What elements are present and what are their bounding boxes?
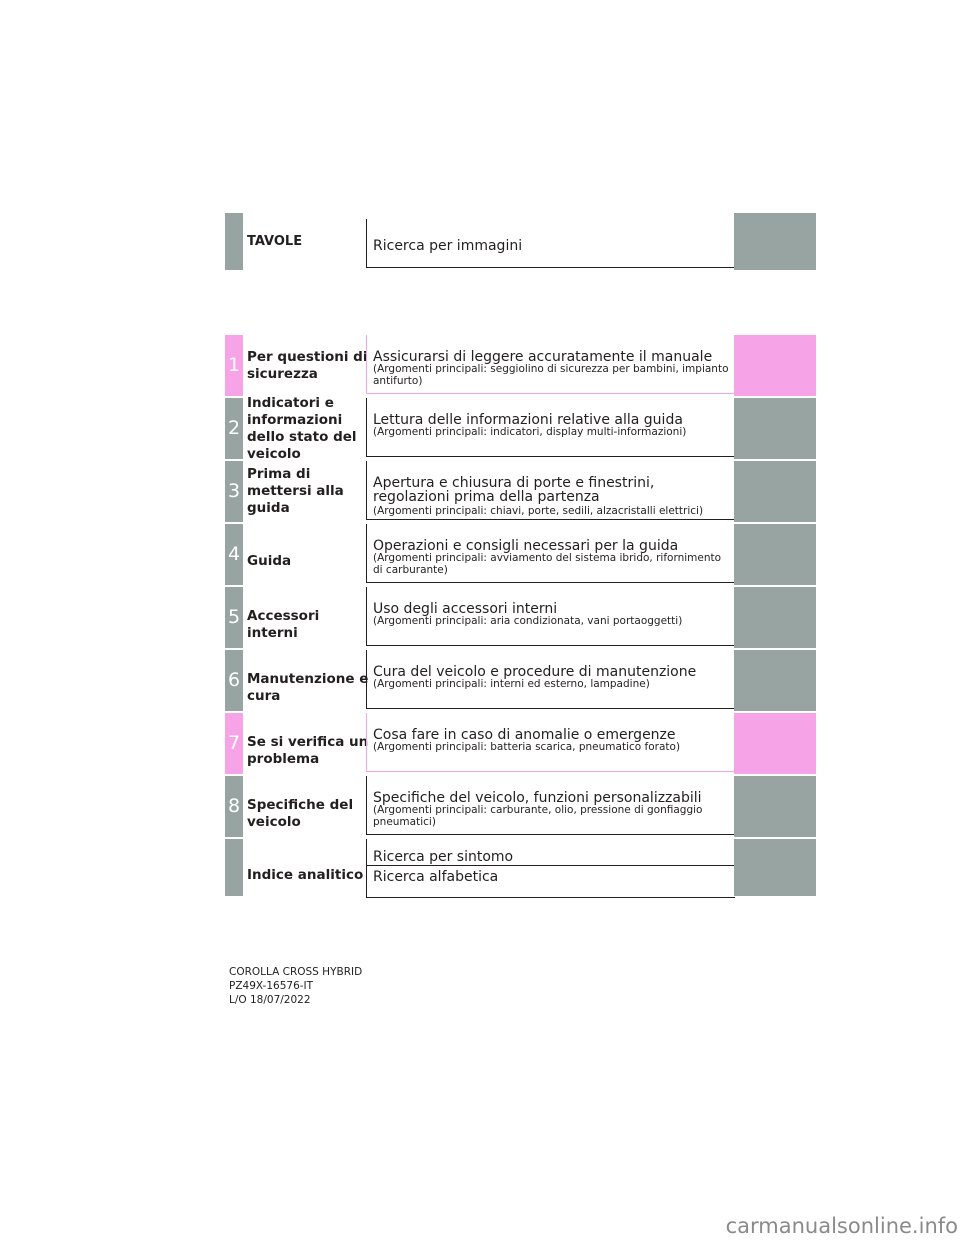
chapter-side-tab-8 [734,776,816,837]
chapter-main-3: Apertura e chiusura di porte e finestrini, regolazioni prima della partenza [373,475,655,505]
chapter-sub-5: (Argomenti principali: aria condizionata, vani portaoggetti) [373,615,683,627]
chapter-main-5: Uso degli accessori interni [373,601,558,617]
chapter-sub-4: (Argomenti principali: avviamento del sistema ibrido, rifornimento di carburante) [373,552,722,576]
chapter-main-4: Operazioni e consigli necessari per la guida [373,538,679,554]
chapter-row-6[interactable] [225,650,816,711]
document-footer [229,965,362,1007]
chapter-tab-7: 7 [225,713,243,774]
chapter-description-5[interactable] [366,587,735,646]
header-label: TAVOLE [247,234,303,249]
watermark-logo: carmanualsonline.info [725,1214,958,1238]
chapter-title-8: Specifiche del veicolo [247,796,354,830]
chapter-main-7: Cosa fare in caso di anomalie o emergenze [373,727,676,743]
chapter-sub-3: (Argomenti principali: chiavi, porte, sedili, alzacristalli elettrici) [373,505,704,517]
chapter-tab-1: 1 [225,335,243,396]
header-description: Ricerca per immagini [373,238,523,254]
chapter-main-6: Cura del veicolo e procedure di manutenzione [373,664,697,680]
chapter-description-4[interactable] [366,524,735,583]
chapter-row-2[interactable] [225,394,816,462]
header-description-box[interactable] [366,219,735,268]
footer-model: COROLLA CROSS HYBRID [229,966,363,978]
chapter-sub-6: (Argomenti principali: interni ed esterno, lampadine) [373,678,650,690]
index-alphabetical-search[interactable]: Ricerca alfabetica [373,869,499,885]
chapter-tab-5: 5 [225,587,243,648]
chapter-side-tab-2 [734,398,816,459]
chapter-sub-7: (Argomenti principali: batteria scarica, pneumatico forato) [373,741,681,753]
chapter-side-tab-6 [734,650,816,711]
header-tab [225,213,243,270]
chapter-description-1[interactable] [366,335,735,394]
chapter-title-3: Prima di mettersi alla guida [247,466,344,516]
chapter-tab-3: 3 [225,461,243,522]
footer-date: L/O 18/07/2022 [229,994,311,1006]
chapter-description-8[interactable] [366,776,735,835]
chapter-row-1[interactable] [225,335,816,396]
index-side-tab [734,839,816,896]
chapter-title-1: Per questioni di sicurezza [247,348,368,382]
index-title: Indice analitico [247,866,364,883]
chapter-sub-1: (Argomenti principali: seggiolino di sicurezza per bambini, impianto antifurto) [373,363,729,387]
header-row [225,213,816,270]
index-tab [225,839,243,896]
chapter-side-tab-3 [734,461,816,522]
chapter-row-7[interactable] [225,713,816,774]
header-side-tab [734,213,816,270]
chapter-side-tab-7 [734,713,816,774]
chapter-sub-2: (Argomenti principali: indicatori, display multi-informazioni) [373,426,687,438]
chapter-tab-8: 8 [225,776,243,837]
index-symptom-search[interactable]: Ricerca per sintomo [373,849,514,865]
chapter-main-8: Specifiche del veicolo, funzioni personalizzabili [373,790,702,806]
chapter-row-8[interactable] [225,776,816,837]
chapter-side-tab-1 [734,335,816,396]
footer-code: PZ49X-16576-IT [229,980,314,992]
chapter-side-tab-5 [734,587,816,648]
chapter-title-4: Guida [247,553,292,569]
chapter-row-3[interactable] [225,461,816,522]
chapter-row-4[interactable] [225,524,816,585]
chapter-title-2: Indicatori e informazioni dello stato del veicolo [247,394,357,462]
chapter-title-6: Manutenzione e cura [247,670,369,704]
index-description [366,839,735,898]
chapter-row-5[interactable] [225,587,816,648]
chapter-description-6[interactable] [366,650,735,709]
chapter-tab-2: 2 [225,398,243,459]
chapter-description-7[interactable] [366,713,735,772]
chapter-tab-6: 6 [225,650,243,711]
chapter-title-7: Se si verifica un problema [247,733,369,767]
chapter-main-2: Lettura delle informazioni relative alla guida [373,412,683,428]
chapter-side-tab-4 [734,524,816,585]
chapter-sub-8: (Argomenti principali: carburante, olio, pressione di gonfiaggio pneumatici) [373,804,703,828]
chapter-title-5: Accessori interni [247,607,320,641]
chapter-main-1: Assicurarsi di leggere accuratamente il manuale [373,349,713,365]
chapter-description-3[interactable] [366,461,735,520]
index-row[interactable] [225,839,816,896]
chapter-tab-4: 4 [225,524,243,585]
index-divider [367,865,735,866]
chapter-description-2[interactable] [366,398,735,457]
